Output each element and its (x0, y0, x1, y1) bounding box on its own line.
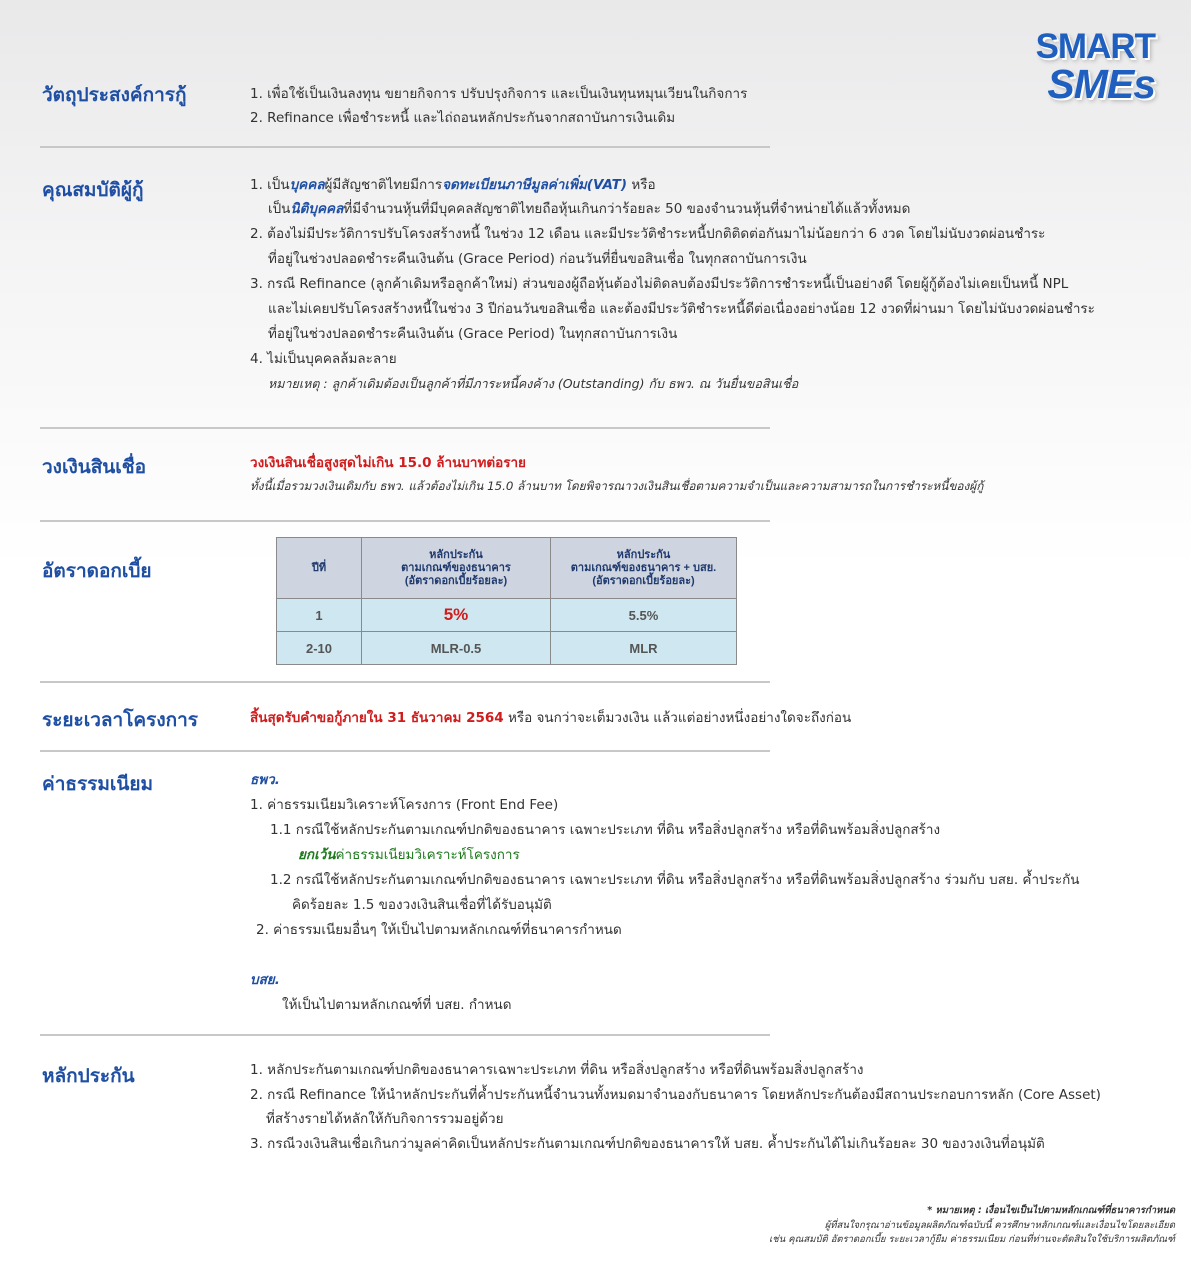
period-heading: ระยะเวลาโครงการ (42, 709, 198, 731)
qualification-line-7: ที่อยู่ในช่วงปลอดชำระคืนเงินต้น (Grace Period) ในทุกสถาบันการเงิน (268, 326, 678, 342)
credit-sub: ทั้งนี้เมื่อรวมวงเงินเดิมกับ ธพว. แล้วต้องไม่เกิน 15.0 ล้านบาท โดยพิจารณาวงเงินสินเชื่อตามความจำเป็นและความสามารถในการชำระหนี้ของผู้กู้ (250, 479, 984, 493)
collateral-line-3: ที่สร้างรายได้หลักให้กับกิจการรวมอยู่ด้วย (266, 1111, 504, 1127)
year-cell: 1 (277, 599, 362, 632)
fee-line-1: 1. ค่าธรรมเนียมวิเคราะห์โครงการ (Front End Fee) (250, 797, 559, 813)
objective-heading: วัตถุประสงค์การกู้ (42, 84, 187, 106)
qualification-line-2: เป็นนิติบุคคลที่มีจำนวนหุ้นที่มีบุคคลสัญชาติไทยถือหุ้นเกินกว่าร้อยละ 50 ของจำนวนหุ้นที่จำหน่ายได้แล้วทั้งหมด (268, 201, 911, 217)
fee-line-5: คิดร้อยละ 1.5 ของวงเงินสินเชื่อที่ได้รับอนุมัติ (292, 897, 552, 913)
table-row (277, 599, 737, 632)
fee-line-2: 1.1 กรณีใช้หลักประกันตามเกณฑ์ปกติของธนาคาร เฉพาะประเภท ที่ดิน หรือสิ่งปลูกสร้าง หรือที่ดินพร้อมสิ่งปลูกสร้าง (270, 822, 941, 838)
qualification-line-4: ที่อยู่ในช่วงปลอดชำระคืนเงินต้น (Grace Period) ก่อนวันที่ยื่นขอสินเชื่อ ในทุกสถาบันการเงิน (268, 251, 807, 267)
qualification-line-8: 4. ไม่เป็นบุคคลล้มละลาย (250, 351, 397, 367)
fee-heading: ค่าธรรมเนียม (42, 773, 154, 795)
smart-smes-logo (1035, 27, 1155, 107)
collateral-line-4: 3. กรณีวงเงินสินเชื่อเกินกว่ามูลค่าคิดเป็นหลักประกันตามเกณฑ์ปกติของธนาคารให้ บสย. ค้ำประกันได้ไม่เกินร้อยละ 30 ของวงเงินที่อนุมัติ (250, 1136, 1045, 1152)
qualification-note: หมายเหตุ : ลูกค้าเดิมต้องเป็นลูกค้าที่มีภาระหนี้คงค้าง (Outstanding) กับ ธพว. ณ วันยื่นขอสินเชื่อ (268, 376, 799, 391)
qualification-line-3: 2. ต้องไม่มีประวัติการปรับโครงสร้างหนี้ ในช่วง 12 เดือน และมีประวัติชำระหนี้ปกติติดต่อกันมาไม่น้อยกว่า 6 งวด โดยไม่นับงวดผ่อนชำระ (250, 226, 1046, 242)
fee-bank-label: ธพว. (250, 772, 280, 788)
collateral-line-2: 2. กรณี Refinance ให้นำหลักประกันที่ค้ำประกันหนี้จำนวนทั้งหมดมาจำนองกับธนาคาร โดยหลักประกันต้องมีสถานประกอบการหลัก (Core Asset) (250, 1087, 1101, 1103)
table-row (277, 632, 737, 665)
objective-item-2: 2. Refinance เพื่อชำระหนี้ และไถ่ถอนหลักประกันจากสถาบันการเงินเดิม (250, 110, 676, 126)
col-year-header: ปีที่ (277, 538, 362, 599)
collateral-line-1: 1. หลักประกันตามเกณฑ์ปกติของธนาคารเฉพาะประเภท ที่ดิน หรือสิ่งปลูกสร้าง หรือที่ดินพร้อมสิ่งปลูกสร้าง (250, 1062, 864, 1078)
divider (40, 681, 770, 683)
divider (40, 427, 770, 429)
qualification-line-6: และไม่เคยปรับโครงสร้างหนี้ในช่วง 3 ปีก่อนวันขอสินเชื่อ และต้องมีประวัติชำระหนี้ดีต่อเนื่องอย่างน้อย 12 งวดที่ผ่านมา โดยไม่นับงวดผ่อนชำระ (268, 301, 1095, 317)
footer-line-2: ผู้ที่สนใจกรุณาอ่านข้อมูลผลิตภัณฑ์ฉบับนี้ ควรศึกษาหลักเกณฑ์และเงื่อนไขโดยละเอียด (824, 1220, 1175, 1231)
col-bank-tcg-header: หลักประกัน ตามเกณฑ์ของธนาคาร + บสย. (อัตราดอกเบี้ยร้อยละ) (551, 538, 737, 599)
fee-line-6: 2. ค่าธรรมเนียมอื่นๆ ให้เป็นไปตามหลักเกณฑ์ที่ธนาคารกำหนด (256, 922, 622, 938)
logo-line1: SMART (1035, 27, 1155, 66)
col-bank-header: หลักประกัน ตามเกณฑ์ของธนาคาร (อัตราดอกเบี้ยร้อยละ) (362, 538, 551, 599)
rate-bank-tcg-cell: 5.5% (551, 599, 737, 632)
qualification-line-5: 3. กรณี Refinance (ลูกค้าเดิมหรือลูกค้าใหม่) ส่วนของผู้ถือหุ้นต้องไม่ติดลบต้องมีประวัติการชำระหนี้เป็นอย่างดี โดยผู้กู้ต้องไม่เคยเป็นหนี้ NPL (250, 276, 1069, 292)
fee-line-7: ให้เป็นไปตามหลักเกณฑ์ที่ บสย. กำหนด (282, 997, 512, 1013)
year-cell: 2-10 (277, 632, 362, 665)
logo-line2: SMEs (1047, 61, 1155, 107)
divider (40, 520, 770, 522)
table-header-row (277, 538, 737, 599)
fee-tcg-label: บสย. (250, 972, 280, 988)
interest-heading: อัตราดอกเบี้ย (42, 560, 152, 582)
credit-main: วงเงินสินเชื่อสูงสุดไม่เกิน 15.0 ล้านบาทต่อราย (250, 455, 526, 471)
divider (40, 1034, 770, 1036)
collateral-heading: หลักประกัน (42, 1065, 135, 1087)
period-text: สิ้นสุดรับคำขอกู้ภายใน 31 ธันวาคม 2564 หรือ จนกว่าจะเต็มวงเงิน แล้วแต่อย่างหนึ่งอย่างใดจะถึงก่อน (250, 710, 852, 726)
footer-note: * หมายเหตุ : เงื่อนไขเป็นไปตามหลักเกณฑ์ที่ธนาคารกำหนด (927, 1205, 1175, 1216)
credit-heading: วงเงินสินเชื่อ (42, 456, 147, 478)
qualification-line-1: 1. เป็นบุคคลผู้มีสัญชาติไทยมีการจดทะเบียนภาษีมูลค่าเพิ่ม(VAT) หรือ (250, 177, 656, 193)
interest-rate-table (276, 537, 737, 665)
fee-line-3: ยกเว้นค่าธรรมเนียมวิเคราะห์โครงการ (298, 847, 520, 863)
divider (40, 750, 770, 752)
fee-line-4: 1.2 กรณีใช้หลักประกันตามเกณฑ์ปกติของธนาคาร เฉพาะประเภท ที่ดิน หรือสิ่งปลูกสร้าง หรือที่ดินพร้อมสิ่งปลูกสร้าง ร่วมกับ บสย. ค้ำประกัน (270, 872, 1080, 888)
rate-bank-tcg-cell: MLR (551, 632, 737, 665)
footer-line-3: เช่น คุณสมบัติ อัตราดอกเบี้ย ระยะเวลากู้ยืม ค่าธรรมเนียม ก่อนที่ท่านจะตัดสินใจใช้บริการผลิตภัณฑ์ (769, 1234, 1175, 1245)
qualification-heading: คุณสมบัติผู้กู้ (42, 179, 144, 201)
rate-bank-cell: MLR-0.5 (362, 632, 551, 665)
objective-item-1: 1. เพื่อใช้เป็นเงินลงทุน ขยายกิจการ ปรับปรุงกิจการ และเป็นเงินทุนหมุนเวียนในกิจการ (250, 86, 748, 102)
divider (40, 146, 770, 148)
rate-bank-cell: 5% (362, 599, 551, 632)
